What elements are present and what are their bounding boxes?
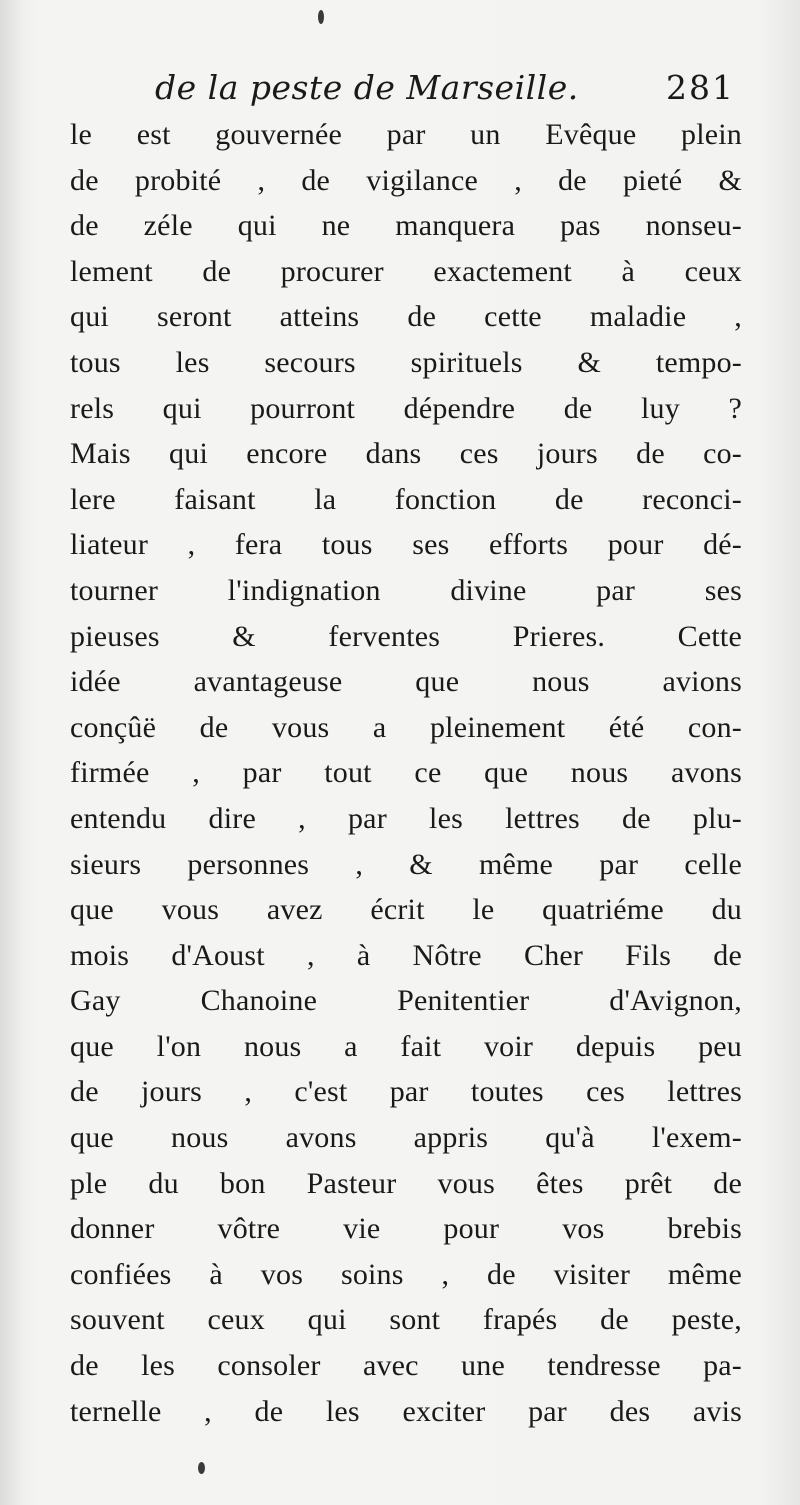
text-line: Gay Chanoine Penitentier d'Avignon, — [70, 984, 742, 1018]
page-number: 281 — [666, 68, 735, 107]
text-line: sieurs personnes , & même par celle — [70, 847, 742, 881]
text-line: tous les secours spirituels & tempo- — [70, 345, 742, 379]
text-line: firmée , par tout ce que nous avons — [70, 756, 742, 790]
body-text — [70, 112, 742, 1434]
text-line: de jours , c'est par toutes ces lettres — [70, 1075, 742, 1109]
text-line: souvent ceux qui sont frapés de peste, — [70, 1303, 742, 1337]
text-line: entendu dire , par les lettres de plu- — [70, 801, 742, 835]
running-head — [155, 68, 735, 114]
ink-speck — [198, 1462, 205, 1474]
text-line: liateur , fera tous ses efforts pour dé- — [70, 528, 742, 562]
text-line: que vous avez écrit le quatriéme du — [70, 893, 742, 927]
text-line: confiées à vos soins , de visiter même — [70, 1257, 742, 1291]
page-binding-edge — [0, 0, 22, 1505]
text-line: rels qui pourront dépendre de luy ? — [70, 391, 742, 425]
text-line: ternelle , de les exciter par des avis — [70, 1394, 742, 1428]
text-line: de probité , de vigilance , de pieté & — [70, 163, 742, 197]
text-line: qui seront atteins de cette maladie , — [70, 300, 742, 334]
text-line: de les consoler avec une tendresse pa- — [70, 1349, 742, 1383]
text-line: de zéle qui ne manquera pas nonseu- — [70, 209, 742, 243]
text-line: mois d'Aoust , à Nôtre Cher Fils de — [70, 938, 742, 972]
text-line: ple du bon Pasteur vous êtes prêt de — [70, 1166, 742, 1200]
text-line: le est gouvernée par un Evêque plein — [70, 118, 742, 151]
running-title: de la peste de Marseille. — [155, 68, 579, 107]
text-line: conçûë de vous a pleinement été con- — [70, 710, 742, 744]
text-line: Mais qui encore dans ces jours de co- — [70, 437, 742, 471]
text-line: lement de procurer exactement à ceux — [70, 254, 742, 288]
text-line: idée avantageuse que nous avions — [70, 665, 742, 699]
text-line: que nous avons appris qu'à l'exem- — [70, 1121, 742, 1155]
ink-speck — [318, 10, 324, 24]
text-line: lere faisant la fonction de reconci- — [70, 482, 742, 516]
text-line: que l'on nous a fait voir depuis peu — [70, 1029, 742, 1063]
text-line: pieuses & ferventes Prieres. Cette — [70, 619, 742, 653]
text-line: tourner l'indignation divine par ses — [70, 573, 742, 607]
text-line: donner vôtre vie pour vos brebis — [70, 1212, 742, 1246]
